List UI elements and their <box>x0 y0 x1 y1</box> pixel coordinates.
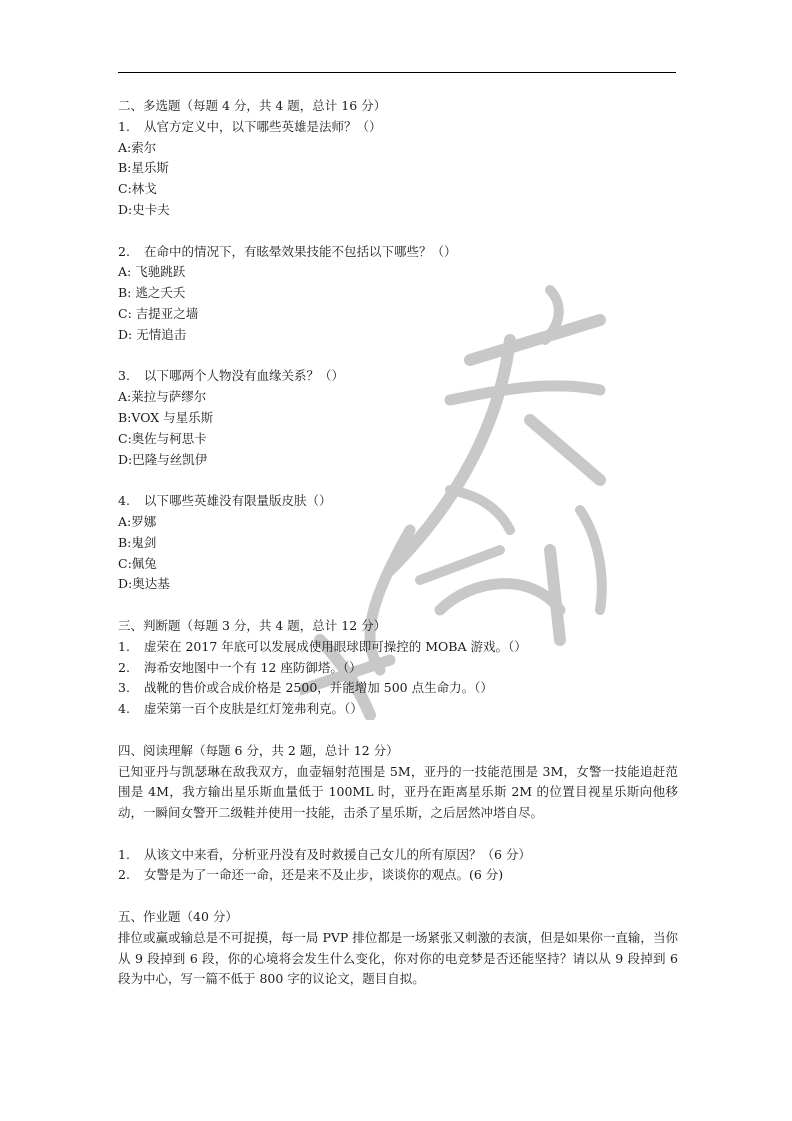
answer-option: A: 飞驰跳跃 <box>118 264 186 280</box>
statement-text: 战靴的售价或合成价格是 2500，并能增加 500 点生命力。（） <box>144 680 493 696</box>
question-number: 3. <box>118 368 130 384</box>
question-text: 从官方定义中，以下哪些英雄是法师？（） <box>144 118 382 134</box>
answer-option: A:罗娜 <box>118 513 157 529</box>
spacer <box>118 720 678 741</box>
answer-option: A:索尔 <box>118 139 157 155</box>
question-text: 以下哪两个人物没有血缘关系？（） <box>144 368 345 384</box>
answer-option: B:VOX 与星乐斯 <box>118 409 214 425</box>
answer-option: A:莱拉与萨缪尔 <box>118 389 207 405</box>
header-rule <box>118 72 676 73</box>
section-heading-true-false: 三、判断题（每题 3 分，共 4 题，总计 12 分） <box>118 617 387 633</box>
question-text: 在命中的情况下，有眩晕效果技能不包括以下哪些？（） <box>144 243 457 259</box>
statement-number: 4. <box>118 701 130 717</box>
reading-question <box>118 865 678 886</box>
question-text: 女警是为了一命还一命，还是来不及止步，谈谈你的观点。(6 分) <box>144 867 504 883</box>
spacer <box>118 886 678 907</box>
answer-option: C: 吉提亚之墙 <box>118 305 199 321</box>
section-heading-homework: 五、作业题（40 分） <box>118 909 238 925</box>
statement-line <box>118 699 678 720</box>
spacer <box>118 824 678 845</box>
homework-passage: 排位或赢或输总是不可捉摸，每一局 PVP 排位都是一场紧张又刺激的表演，但是如果你一直输，当你从 9 段掉到 6 段，你的心境将会发生什么变化，你对你的电竞梦是否还能坚持？请以从 9 段掉到 6 段为中心，写一篇不低于 800 字的议论文，题目自拟。 <box>118 929 678 987</box>
answer-option: D:奥达基 <box>118 576 170 592</box>
statement-text: 虚荣第一百个皮肤是红灯笼弗利克。（） <box>144 701 363 717</box>
section-heading-reading: 四、阅读理解（每题 6 分，共 2 题，总计 12 分） <box>118 742 399 758</box>
question-line <box>118 491 678 512</box>
section-heading-multiple-choice: 二、多选题（每题 4 分，共 4 题，总计 16 分） <box>118 98 387 113</box>
answer-option: B:鬼剑 <box>118 534 157 550</box>
question-number: 2. <box>118 243 130 259</box>
answer-option: D:史卡夫 <box>118 201 170 217</box>
statement-text: 虚荣在 2017 年底可以发展成使用眼球即可操控的 MOBA 游戏。（） <box>144 638 527 654</box>
statement-line <box>118 678 678 699</box>
question-text: 以下哪些英雄没有限量版皮肤（） <box>144 493 332 509</box>
statement-number: 2. <box>118 659 130 675</box>
spacer <box>118 470 678 491</box>
answer-option: D: 无情追击 <box>118 326 187 342</box>
document-body <box>118 96 678 990</box>
statement-line <box>118 658 678 679</box>
reading-passage: 已知亚丹与凯瑟琳在敌我双方，血壶辐射范围是 5M，亚丹的一技能范围是 3M，女警一技能追赶范围是 4M，我方输出星乐斯血量低于 100ML 时，亚丹在距离星乐斯 2M 的位置目视星乐斯向他移动，一瞬间女警开二级鞋并使用一技能，击杀了星乐斯，之后居然冲塔自尽。 <box>118 763 678 821</box>
question-text: 从该文中来看，分析亚丹没有及时救援自己女儿的所有原因？（6 分） <box>144 846 531 862</box>
question-number: 1. <box>118 118 130 134</box>
question-line <box>118 366 678 387</box>
question-number: 4. <box>118 493 130 509</box>
answer-option: D:巴隆与丝凯伊 <box>118 451 208 467</box>
answer-option: C:林戈 <box>118 181 157 197</box>
statement-number: 3. <box>118 680 130 696</box>
question-number: 2. <box>118 867 130 883</box>
question-block <box>118 117 678 221</box>
question-line <box>118 242 678 263</box>
statement-number: 1. <box>118 638 130 654</box>
statement-line <box>118 637 678 658</box>
answer-option: B: 逃之夭夭 <box>118 285 186 301</box>
spacer <box>118 346 678 367</box>
reading-question <box>118 845 678 866</box>
spacer <box>118 221 678 242</box>
answer-option: B:星乐斯 <box>118 160 169 176</box>
answer-option: C:奥佐与柯思卡 <box>118 430 207 446</box>
statement-text: 海希安地图中一个有 12 座防御塔。（） <box>144 659 362 675</box>
answer-option: C:佩兔 <box>118 555 157 571</box>
question-line <box>118 117 678 138</box>
question-number: 1. <box>118 846 130 862</box>
spacer <box>118 595 678 616</box>
question-block <box>118 366 678 470</box>
question-block <box>118 491 678 595</box>
question-block <box>118 242 678 346</box>
